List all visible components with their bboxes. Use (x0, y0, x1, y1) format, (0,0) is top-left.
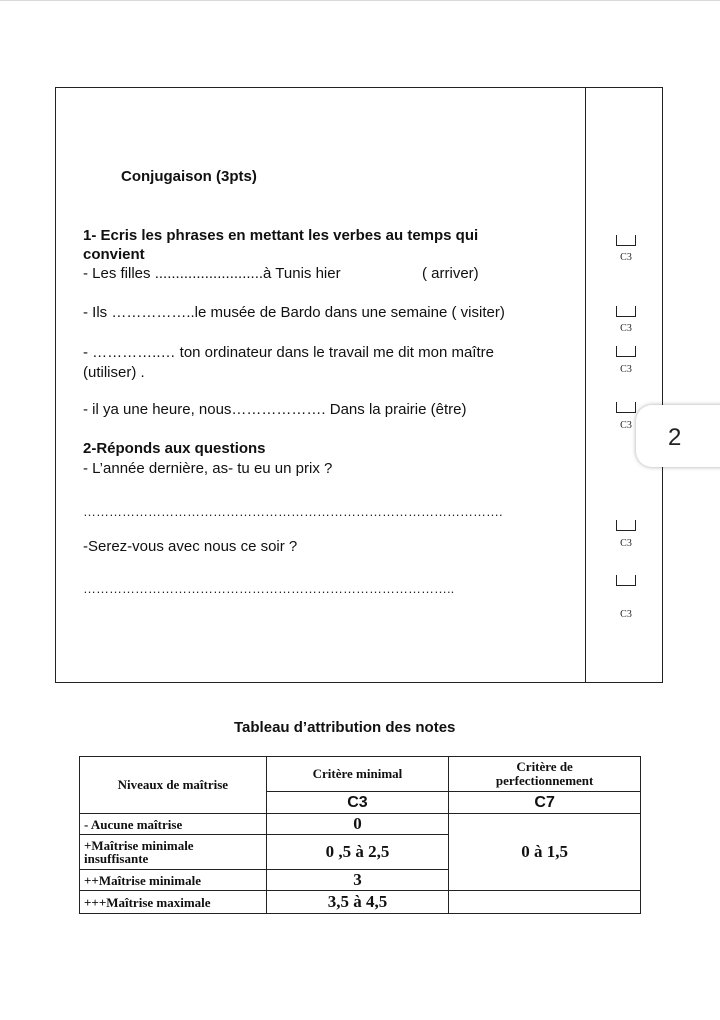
criteria-column-divider (585, 87, 586, 683)
criterion-label: C3 (620, 609, 632, 620)
level-cell: - Aucune maîtrise (80, 814, 267, 835)
criterion-checkbox[interactable] (616, 306, 636, 317)
q1-sentence-1: - Les filles ..........................à Tunis hier (83, 265, 341, 282)
q1-sentence-2: - Ils ……………..le musée de Bardo dans une semaine ( visiter) (83, 304, 505, 321)
criterion-checkbox[interactable] (616, 575, 636, 586)
q1-sentence-1-verb: ( arriver) (422, 265, 479, 282)
level-cell: ++Maîtrise minimale (80, 870, 267, 891)
minimal-score: 3,5 à 4,5 (266, 891, 449, 914)
criterion-checkbox[interactable] (616, 346, 636, 357)
criterion-label: C3 (620, 252, 632, 263)
q1-sentence-4: - il ya une heure, nous………………. Dans la prairie (être) (83, 401, 467, 418)
level-line: +Maîtrise minimale (84, 838, 194, 853)
top-divider (0, 0, 720, 1)
q2-question-b: -Serez-vous avec nous ce soir ? (83, 538, 298, 555)
q2-heading: 2-Réponds aux questions (83, 440, 266, 457)
header-perfection-line2: perfectionnement (495, 773, 594, 788)
page-number: 2 (668, 424, 682, 451)
criterion-checkbox[interactable] (616, 402, 636, 413)
grades-table (79, 756, 641, 914)
q2-answer-line-a: ……………………………………………………………………………………. (83, 504, 503, 519)
level-cell (80, 835, 267, 870)
criterion-label: C3 (620, 538, 632, 549)
q1-sentence-3-line1: - …………..… ton ordinateur dans le travail me dit mon maître (83, 344, 494, 361)
header-perfection-line1: Critère de (516, 759, 573, 774)
minimal-score: 0 ,5 à 2,5 (266, 835, 449, 870)
level-cell: +++Maîtrise maximale (80, 891, 267, 914)
criterion-label: C3 (620, 323, 632, 334)
minimal-code: C3 (266, 792, 449, 814)
minimal-score: 3 (266, 870, 449, 891)
q2-question-a: - L’année dernière, as- tu eu un prix ? (83, 460, 333, 477)
grades-table-title: Tableau d’attribution des notes (234, 719, 456, 736)
q1-heading-line2: convient (83, 246, 145, 263)
minimal-score: 0 (266, 814, 449, 835)
perfection-code: C7 (449, 792, 641, 814)
header-minimal: Critère minimal (266, 757, 449, 792)
level-line: insuffisante (84, 851, 149, 866)
header-perfection (449, 757, 641, 792)
criterion-label: C3 (620, 420, 632, 431)
criterion-label: C3 (620, 364, 632, 375)
criterion-checkbox[interactable] (616, 235, 636, 246)
q2-answer-line-b: ………………………………………………………………………….. (83, 581, 455, 596)
empty-cell (449, 891, 641, 914)
exercise-title: Conjugaison (3pts) (121, 168, 257, 185)
header-levels: Niveaux de maîtrise (80, 757, 267, 814)
q1-heading-line1: 1- Ecris les phrases en mettant les verbes au temps qui (83, 227, 479, 244)
q1-sentence-3-line2: (utiliser) . (83, 364, 145, 381)
perfection-score: 0 à 1,5 (449, 814, 641, 891)
criterion-checkbox[interactable] (616, 520, 636, 531)
